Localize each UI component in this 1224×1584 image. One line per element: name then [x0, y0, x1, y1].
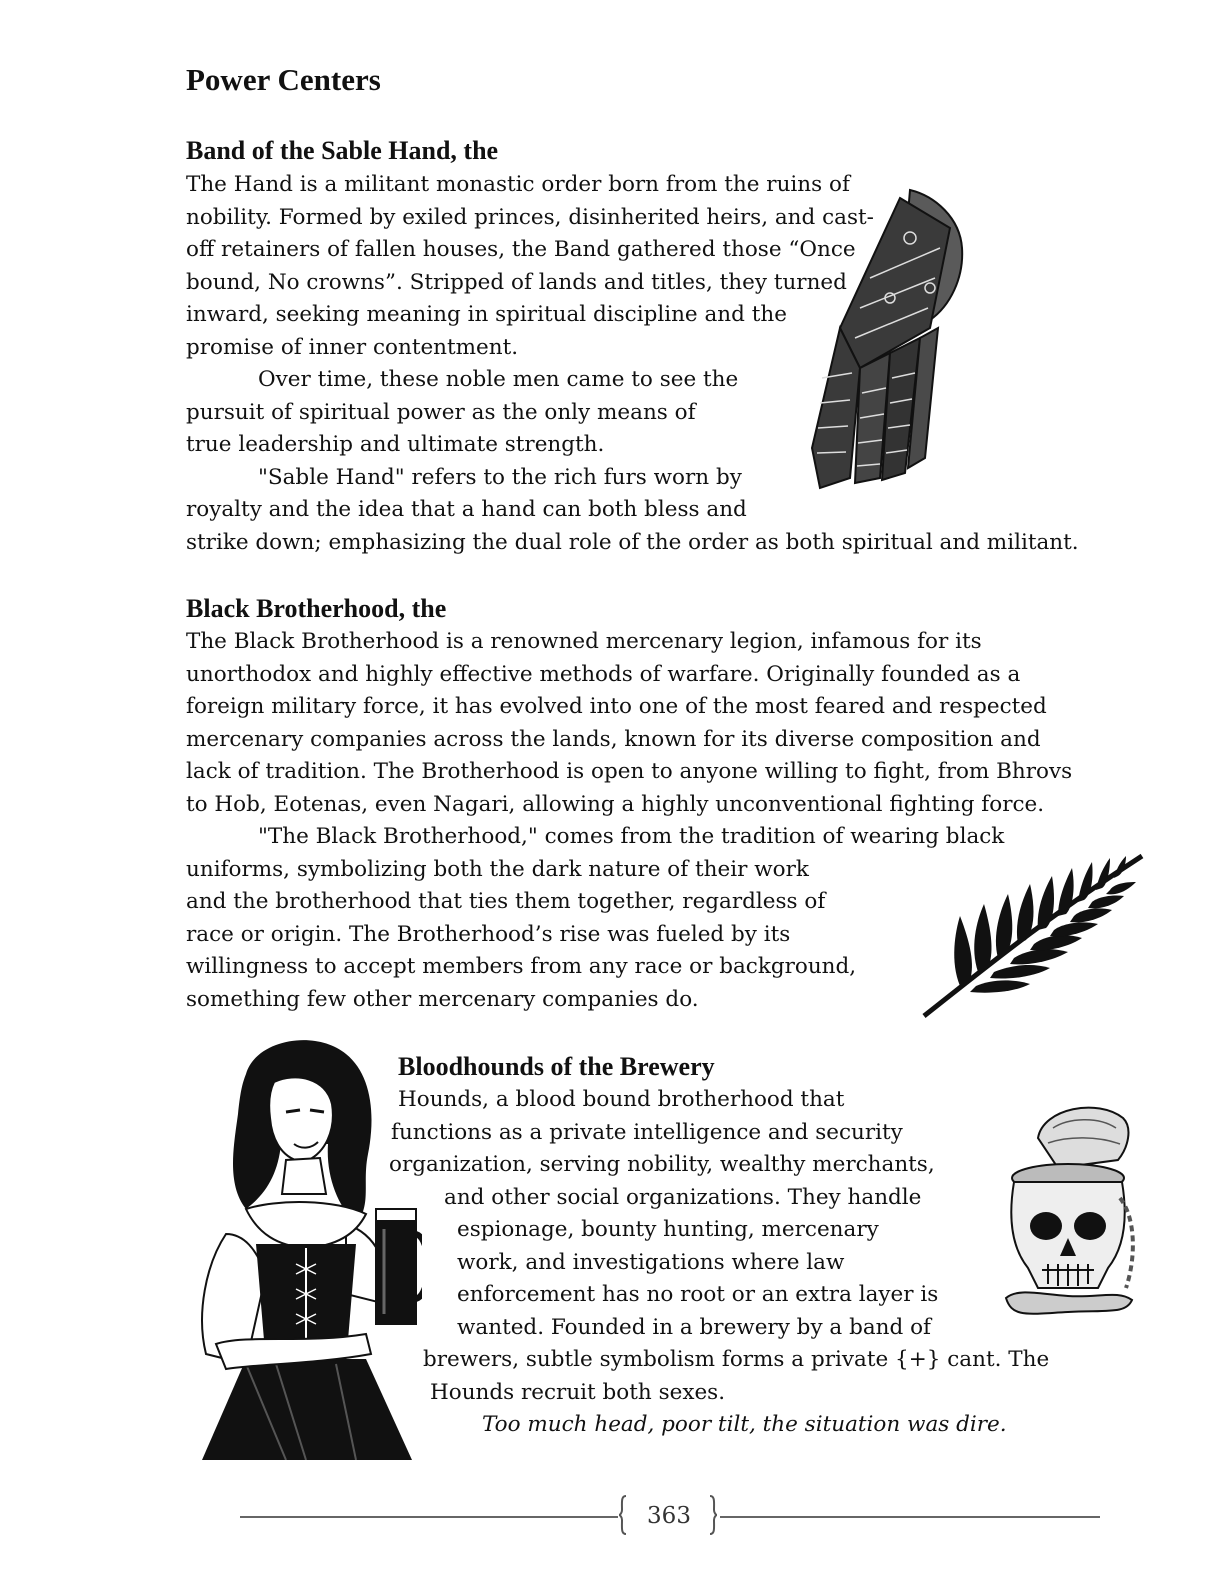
- black-brotherhood-line: willingness to accept members from any race or background,: [186, 954, 857, 979]
- bloodhounds-line: espionage, bounty hunting, mercenary: [457, 1217, 879, 1242]
- bloodhounds-line: organization, serving nobility, wealthy merchants,: [389, 1152, 935, 1177]
- sable-hand-line: The Hand is a militant monastic order born from the ruins of: [186, 172, 850, 197]
- sable-hand-line: bound, No crowns”. Stripped of lands and titles, they turned: [186, 270, 847, 295]
- sable-hand-line: strike down; emphasizing the dual role of the order as both spiritual and militant.: [186, 530, 1079, 555]
- black-brotherhood-line: The Black Brotherhood is a renowned mercenary legion, infamous for its: [186, 629, 982, 654]
- sable-hand-line: "Sable Hand" refers to the rich furs worn by: [258, 465, 742, 490]
- gauntlet-icon: [800, 178, 970, 510]
- black-brotherhood-line: unorthodox and highly effective methods of warfare. Originally founded as a: [186, 662, 1021, 687]
- bloodhounds-line: Hounds recruit both sexes.: [430, 1380, 726, 1405]
- black-brotherhood-line: lack of tradition. The Brotherhood is open to anyone willing to fight, from Bhrovs: [186, 759, 1073, 784]
- barmaid-with-beer-icon: [186, 1034, 422, 1460]
- right-brace-icon: [708, 1494, 718, 1536]
- sable-hand-line: promise of inner contentment.: [186, 335, 519, 360]
- sable-hand-line: pursuit of spiritual power as the only means of: [186, 400, 696, 425]
- black-brotherhood-line: uniforms, symbolizing both the dark nature of their work: [186, 857, 809, 882]
- black-brotherhood-line: "The Black Brotherhood," comes from the tradition of wearing black: [258, 824, 1005, 849]
- bloodhounds-line: and other social organizations. They handle: [444, 1185, 922, 1210]
- sable-hand-line: off retainers of fallen houses, the Band gathered those “Once: [186, 237, 856, 262]
- sable-hand-line: Over time, these noble men came to see the: [258, 367, 739, 392]
- page-title: Power Centers: [186, 62, 381, 97]
- footer-rule-right: [720, 1516, 1100, 1518]
- black-brotherhood-line: race or origin. The Brotherhood’s rise was fueled by its: [186, 922, 791, 947]
- section-heading-bloodhounds: Bloodhounds of the Brewery: [398, 1052, 715, 1081]
- sable-hand-line: inward, seeking meaning in spiritual discipline and the: [186, 302, 787, 327]
- section-heading-sable-hand: Band of the Sable Hand, the: [186, 136, 499, 165]
- bloodhounds-quote: Too much head, poor tilt, the situation was dire.: [482, 1412, 1007, 1437]
- sable-hand-line: nobility. Formed by exiled princes, disinherited heirs, and cast-: [186, 205, 874, 230]
- footer-rule-left: [240, 1516, 618, 1518]
- black-brotherhood-line: and the brotherhood that ties them together, regardless of: [186, 889, 826, 914]
- sable-hand-line: true leadership and ultimate strength.: [186, 432, 605, 457]
- black-brotherhood-line: something few other mercenary companies do.: [186, 987, 699, 1012]
- page-number: 363: [647, 1503, 691, 1529]
- bloodhounds-line: enforcement has no root or an extra layer is: [457, 1282, 939, 1307]
- black-brotherhood-line: to Hob, Eotenas, even Nagari, allowing a highly unconventional fighting force.: [186, 792, 1045, 817]
- bloodhounds-line: wanted. Founded in a brewery by a band of: [457, 1315, 932, 1340]
- section-heading-black-brotherhood: Black Brotherhood, the: [186, 594, 447, 623]
- fern-leaf-icon: [920, 852, 1146, 1018]
- bloodhounds-line: brewers, subtle symbolism forms a private {+} cant. The: [423, 1347, 1050, 1372]
- sable-hand-line: royalty and the idea that a hand can both bless and: [186, 497, 747, 522]
- bloodhounds-line: Hounds, a blood bound brotherhood that: [398, 1087, 845, 1112]
- skull-cup-icon: [998, 1098, 1140, 1324]
- black-brotherhood-line: mercenary companies across the lands, known for its diverse composition and: [186, 727, 1041, 752]
- bloodhounds-line: work, and investigations where law: [457, 1250, 845, 1275]
- black-brotherhood-line: foreign military force, it has evolved into one of the most feared and respected: [186, 694, 1047, 719]
- bloodhounds-line: functions as a private intelligence and security: [391, 1120, 903, 1145]
